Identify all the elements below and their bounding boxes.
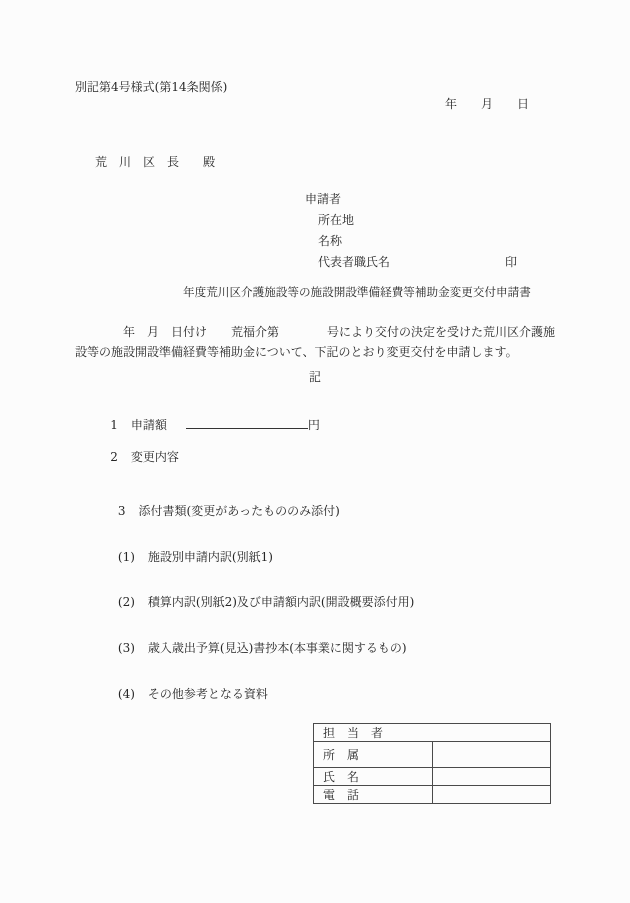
contact-table [313,723,551,804]
seal-mark: 印 [505,255,518,269]
item-changes [95,436,179,478]
attachment-1-number: (1) [117,549,135,564]
body-line-2: 設等の施設開設準備経費等補助金について、下記のとおり変更交付を申請します。 [75,345,518,359]
document-title: 年度荒川区介護施設等の施設開設準備経費等補助金変更交付申請書 [183,285,531,299]
applicant-heading: 申請者 [305,192,342,206]
contact-table-row-phone [314,786,551,804]
affiliation-label: 所 属 [314,742,433,768]
applicant-representative-label: 代表者職氏名 [318,255,391,269]
attachment-item [95,626,414,672]
phone-value-cell[interactable] [432,786,551,804]
affiliation-value-cell[interactable] [432,742,551,768]
attachment-3-number: (3) [117,641,135,656]
attachment-1-text: 施設別申請内訳(別紙1) [147,549,273,564]
attachment-item [95,535,414,581]
item-amount-label: 申請額 [130,418,167,432]
item-amount-number: 1 [110,418,118,432]
addressee-line: 荒 川 区 長 殿 [95,155,216,169]
contact-table-row-affiliation [314,742,551,768]
attachment-3-text: 歳入歳出予算(見込)書抄本(本事業に関するもの) [147,641,407,656]
record-heading: 記 [308,370,321,384]
name-value-cell[interactable] [432,768,551,786]
item-attachments [95,489,414,717]
contact-table-header-cell: 担 当 者 [314,724,551,742]
date-line: 年 月 日 [445,97,530,111]
item-changes-label: 変更内容 [130,450,179,464]
attachment-2-text: 積算内訳(別紙2)及び申請額内訳(開設概要添付用) [147,595,415,610]
phone-label: 電 話 [314,786,433,804]
attachment-item [95,671,414,717]
applicant-address-label: 所在地 [318,213,355,227]
body-line-1: 年 月 日付け 荒福介第 号により交付の決定を受けた荒川区介護施 [75,325,556,339]
body-paragraph [75,322,575,362]
attachment-4-number: (4) [117,686,135,701]
contact-table-header-row [314,724,551,742]
attachment-item [95,580,414,626]
amount-fill-field[interactable] [186,416,308,429]
contact-table-row-name [314,768,551,786]
item-changes-number: 2 [110,450,118,464]
item-attachments-number: 3 [117,504,126,519]
item-attachments-label: 添付書類(変更があったもののみ添付) [138,504,340,519]
amount-unit-label: 円 [307,418,320,432]
form-number-label: 別記第4号様式(第14条関係) [75,80,228,94]
attachment-4-text: その他参考となる資料 [147,686,268,701]
name-label: 氏 名 [314,768,433,786]
applicant-name-label: 名称 [318,234,343,248]
attachment-2-number: (2) [117,595,135,610]
